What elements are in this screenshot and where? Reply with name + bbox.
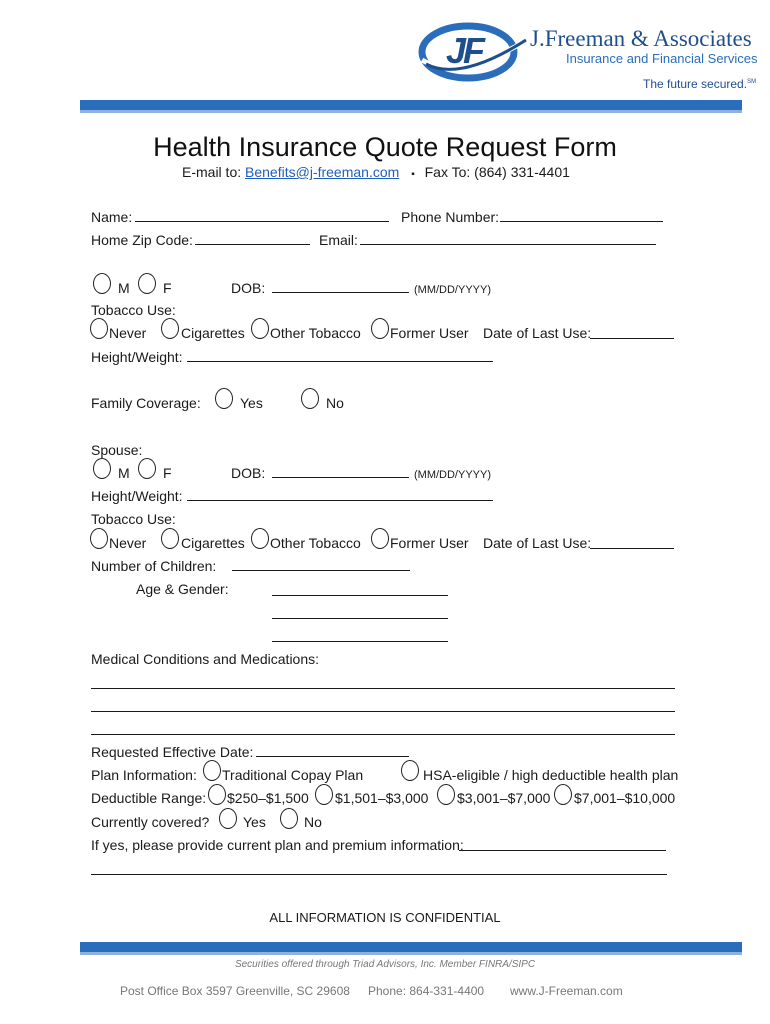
spouse-male-label: M: [118, 465, 130, 481]
email-field[interactable]: [360, 244, 656, 245]
applicant-male-radio[interactable]: [93, 273, 111, 294]
family-no-label: No: [326, 395, 344, 411]
applicant-never-radio[interactable]: [90, 318, 108, 339]
plan-info-label: Plan Information:: [91, 767, 197, 783]
securities-disclosure: Securities offered through Triad Advisors, Inc. Member FINRA/SIPC: [234, 959, 536, 970]
phone-label: Phone Number:: [401, 209, 500, 225]
deductible-4-label: $7,001–$10,000: [574, 790, 676, 806]
footer-address: Post Office Box 3597 Greenville, SC 29608: [120, 984, 350, 998]
applicant-height-weight-field[interactable]: [187, 361, 493, 362]
effective-date-field[interactable]: [256, 756, 409, 757]
child-age-gender-field-2[interactable]: [272, 618, 448, 619]
medical-field-3[interactable]: [91, 734, 675, 735]
spouse-never-label: Never: [109, 535, 147, 551]
zip-field[interactable]: [195, 244, 310, 245]
company-subtitle: Insurance and Financial Services: [566, 51, 758, 66]
applicant-dob-format: (MM/DD/YYYY): [414, 284, 491, 296]
deductible-2-radio[interactable]: [315, 784, 333, 805]
spouse-former-user-label: Former User: [390, 535, 469, 551]
spouse-other-tobacco-label: Other Tobacco: [270, 535, 361, 551]
spouse-height-weight-field[interactable]: [187, 500, 493, 501]
applicant-dob-field[interactable]: [272, 292, 409, 293]
plan-hsa-radio[interactable]: [401, 760, 419, 781]
current-plan-field-1[interactable]: [459, 850, 666, 851]
child-age-gender-field-3[interactable]: [272, 641, 448, 642]
applicant-former-user-radio[interactable]: [371, 318, 389, 339]
applicant-never-label: Never: [109, 325, 147, 341]
spouse-dob-field[interactable]: [272, 477, 409, 478]
deductible-2-label: $1,501–$3,000: [335, 790, 429, 806]
spouse-tobacco-label: Tobacco Use:: [91, 511, 176, 527]
deductible-4-radio[interactable]: [554, 784, 572, 805]
contact-line: [182, 164, 570, 183]
company-tagline: [643, 74, 756, 92]
covered-no-radio[interactable]: [280, 808, 298, 829]
plan-hsa-label: HSA-eligible / high deductible health plan: [423, 767, 679, 783]
children-field[interactable]: [232, 570, 410, 571]
deductible-3-label: $3,001–$7,000: [457, 790, 551, 806]
effective-date-label: Requested Effective Date:: [91, 744, 254, 760]
children-label: Number of Children:: [91, 558, 217, 574]
spouse-label: Spouse:: [91, 442, 143, 458]
tagline-mark: SM: [747, 79, 757, 85]
applicant-height-weight-label: Height/Weight:: [91, 349, 183, 365]
deductible-label: Deductible Range:: [91, 790, 207, 806]
applicant-cigarettes-label: Cigarettes: [181, 325, 245, 341]
spouse-male-radio[interactable]: [93, 458, 111, 479]
medical-field-1[interactable]: [91, 688, 675, 689]
spouse-dob-label: DOB:: [231, 465, 266, 481]
applicant-cigarettes-radio[interactable]: [161, 318, 179, 339]
logo-letters: JF: [446, 30, 483, 71]
fax-text: Fax To: (864) 331-4401: [424, 164, 570, 180]
applicant-other-tobacco-radio[interactable]: [251, 318, 269, 339]
company-logo: [416, 20, 528, 84]
applicant-last-use-label: Date of Last Use:: [483, 325, 592, 341]
applicant-tobacco-label: Tobacco Use:: [91, 302, 176, 318]
header-band: [80, 100, 742, 110]
zip-label: Home Zip Code:: [91, 232, 193, 248]
company-name: J.Freeman & Associates: [530, 26, 752, 51]
spouse-female-label: F: [163, 465, 172, 481]
applicant-female-radio[interactable]: [138, 273, 156, 294]
family-yes-radio[interactable]: [215, 388, 233, 409]
covered-yes-label: Yes: [243, 814, 266, 830]
name-label: Name:: [91, 209, 133, 225]
medical-label: Medical Conditions and Medications:: [91, 651, 320, 667]
family-coverage-label: Family Coverage:: [91, 395, 201, 411]
medical-field-2[interactable]: [91, 711, 675, 712]
spouse-cigarettes-radio[interactable]: [161, 528, 179, 549]
spouse-former-user-radio[interactable]: [371, 528, 389, 549]
footer-phone: Phone: 864-331-4400: [368, 984, 485, 998]
name-field[interactable]: [135, 221, 389, 222]
applicant-former-user-label: Former User: [390, 325, 469, 341]
phone-field[interactable]: [500, 221, 663, 222]
spouse-dob-format: (MM/DD/YYYY): [414, 469, 491, 481]
header-band-light: [80, 110, 742, 113]
deductible-1-radio[interactable]: [208, 784, 226, 805]
applicant-other-tobacco-label: Other Tobacco: [270, 325, 361, 341]
spouse-cigarettes-label: Cigarettes: [181, 535, 245, 551]
family-yes-label: Yes: [240, 395, 263, 411]
plan-traditional-radio[interactable]: [203, 760, 221, 781]
email-to-label: E-mail to:: [182, 164, 242, 180]
footer-band: [80, 942, 742, 952]
spouse-other-tobacco-radio[interactable]: [251, 528, 269, 549]
covered-no-label: No: [304, 814, 322, 830]
email-link[interactable]: Benefits@j-freeman.com: [245, 164, 400, 180]
spouse-never-radio[interactable]: [90, 528, 108, 549]
family-no-radio[interactable]: [301, 388, 319, 409]
bullet: ▪: [411, 169, 415, 180]
applicant-male-label: M: [118, 280, 130, 296]
tagline-text: The future secured.: [643, 77, 748, 91]
applicant-last-use-field[interactable]: [590, 338, 674, 339]
confidential-notice: ALL INFORMATION IS CONFIDENTIAL: [269, 910, 501, 925]
applicant-dob-label: DOB:: [231, 280, 266, 296]
deductible-3-radio[interactable]: [437, 784, 455, 805]
currently-covered-label: Currently covered?: [91, 814, 210, 830]
spouse-last-use-field[interactable]: [590, 548, 674, 549]
applicant-female-label: F: [163, 280, 172, 296]
covered-yes-radio[interactable]: [219, 808, 237, 829]
child-age-gender-field-1[interactable]: [272, 595, 448, 596]
age-gender-label: Age & Gender:: [136, 581, 229, 597]
email-label: Email:: [319, 232, 358, 248]
plan-traditional-label: Traditional Copay Plan: [222, 767, 364, 783]
spouse-last-use-label: Date of Last Use:: [483, 535, 592, 551]
spouse-female-radio[interactable]: [138, 458, 156, 479]
current-plan-label: If yes, please provide current plan and premium information:: [91, 837, 464, 853]
deductible-1-label: $250–$1,500: [227, 790, 309, 806]
footer-band-light: [80, 952, 742, 955]
spouse-height-weight-label: Height/Weight:: [91, 488, 183, 504]
footer-website[interactable]: www.J-Freeman.com: [510, 984, 623, 998]
page-title: Health Insurance Quote Request Form: [153, 132, 617, 162]
current-plan-field-2[interactable]: [91, 874, 667, 875]
